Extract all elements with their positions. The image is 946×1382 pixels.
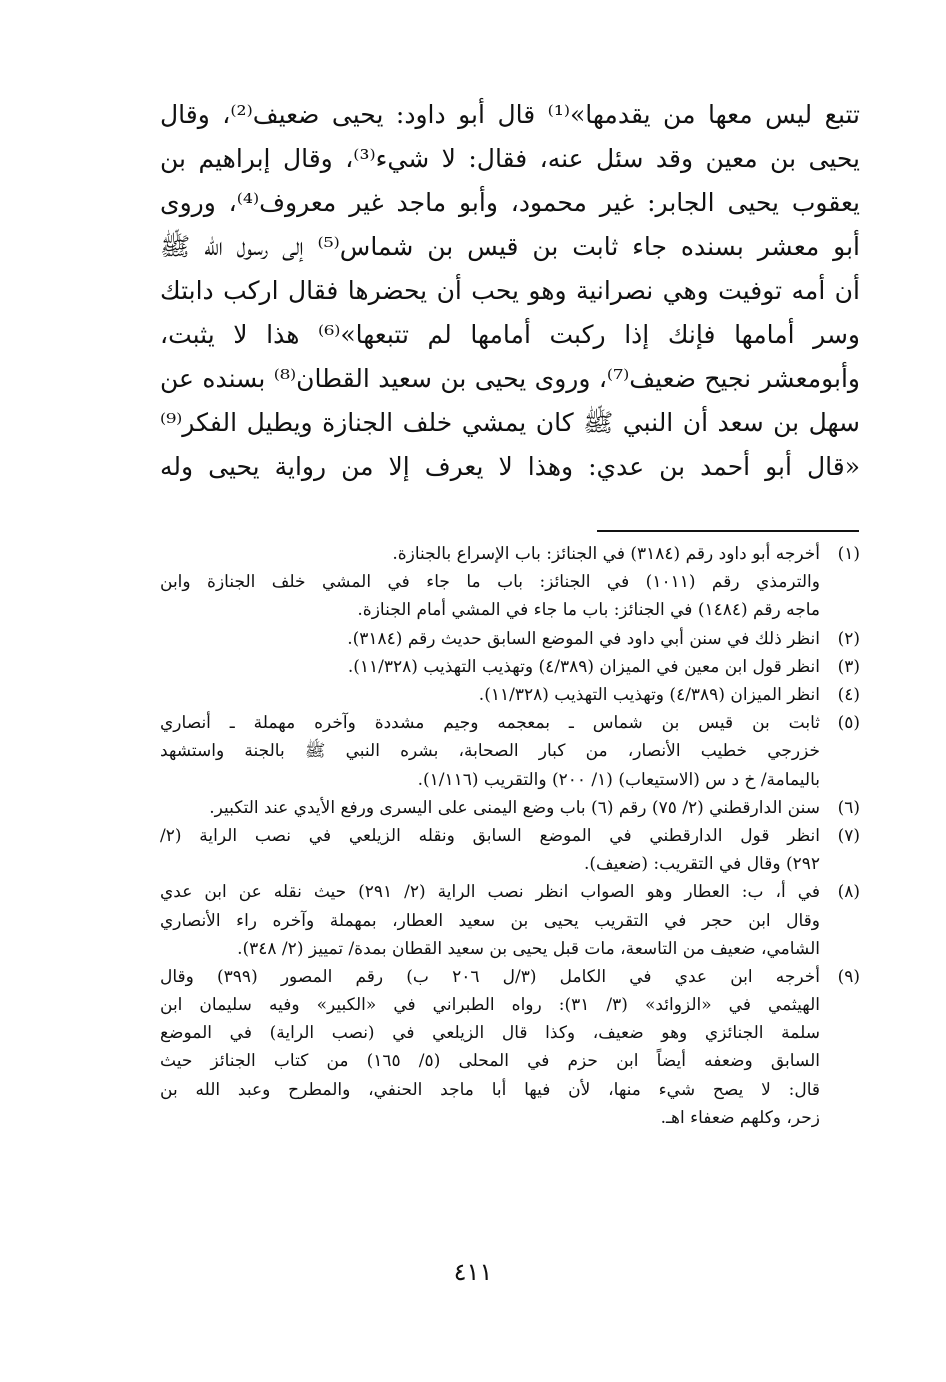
footnote-text xyxy=(160,568,820,624)
footnote-line: سلمة الجنائزي وهو ضعيف، وكذا قال الزيلعي في (نصب الراية) في الموضع xyxy=(160,1023,820,1044)
footnote xyxy=(160,794,860,822)
footnote xyxy=(160,625,860,653)
footnote-line: ٢٩٢) وقال في التقريب: (ضعيف). xyxy=(583,854,820,875)
text-line: سهل بن سعد أن النبي ﷺ كان يمشي خلف الجنازة ويطيل الفكر⁽⁹⁾ xyxy=(160,408,860,437)
footnote xyxy=(160,822,860,878)
footnote-line: انظر قول ابن معين في الميزان (٤/٣٨٩) وتهذيب التهذيب (١١/٣٢٨). xyxy=(347,656,820,677)
footnote-number: (١) xyxy=(837,544,860,564)
footnote-line: باليمامة/ خ د س (الاستيعاب) (١/ ٢٠٠) والتقريب (١/١١٦). xyxy=(417,769,820,790)
footnote xyxy=(160,540,860,568)
footnote xyxy=(160,963,860,1132)
footnote-text xyxy=(160,540,820,568)
footnote xyxy=(160,681,860,709)
footnote xyxy=(160,878,860,963)
footnote-line: أخرجه أبو داود رقم (٣١٨٤) في الجنائز: باب الإسراع بالجنازة. xyxy=(392,544,820,564)
footnote-text xyxy=(160,878,820,963)
footnote-line: خزرجي خطيب الأنصار، من كبار الصحابة، بشره النبي ﷺ بالجنة واستشهد xyxy=(160,741,820,762)
text-line: أن أمه توفيت وهي نصرانية وهو يحب أن يحضرها فقال اركب دابتك xyxy=(160,276,860,305)
footnote-line: سنن الدارقطني (٢/ ٧٥) رقم (٦) باب وضع اليمنى على اليسرى ورفع الأيدي عند التكبير. xyxy=(209,797,820,818)
text-line: تتبع ليس معها من يقدمها»⁽¹⁾ قال أبو داود: يحيى ضعيف⁽²⁾، وقال xyxy=(160,100,860,129)
footnote-line: انظر قول الدارقطني في الموضع السابق ونقله الزيلعي في نصب الراية (٢/ xyxy=(160,825,820,846)
footnote-number: (٣) xyxy=(837,656,860,677)
footnote-text xyxy=(160,822,820,878)
text-line: وسر أمامها فإنك إذا ركبت أمامها لم تتبعها»⁽⁶⁾ هذا لا يثبت، xyxy=(160,320,860,349)
footnote-line: انظر الميزان (٤/٣٨٩) وتهذيب التهذيب (١١/٣٢٨). xyxy=(478,684,820,705)
footnote-number: (٥) xyxy=(837,713,860,734)
footnote-line: ثابت بن قيس بن شماس ـ بمعجمه وجيم مشددة وآخره مهملة ـ أنصاري xyxy=(160,713,820,734)
footnote-line: في أ، ب: العطار وهو الصواب انظر نصب الراية (٢/ ٢٩١) حيث نقله عن ابن عدي xyxy=(160,882,820,903)
footnote-text xyxy=(160,963,820,1132)
footnote-number: (٧) xyxy=(837,825,860,846)
text-line: يحيى بن معين وقد سئل عنه، فقال: لا شيء⁽³⁾، وقال إبراهيم بن xyxy=(160,144,860,173)
footnote-text xyxy=(160,625,820,653)
footnotes xyxy=(160,540,860,1132)
footnote-number xyxy=(820,568,860,624)
text-line: «قال أبو أحمد بن عدي: وهذا لا يعرف إلا من رواية يحيى وله xyxy=(160,452,860,481)
main-text xyxy=(160,93,860,489)
footnote-line: زحر، وكلهم ضعفاء اهـ. xyxy=(660,1107,820,1128)
page-number: ٤١١ xyxy=(453,1258,493,1286)
footnote-number: (٤) xyxy=(837,684,860,705)
footnote-line: وقال ابن حجر في التقريب يحيى بن سعيد العطار، بمهملة وآخره راء الأنصاري xyxy=(160,910,820,931)
footnote-line: أخرجه ابن عدي في الكامل (٣/ل ٢٠٦ ب) رقم المصور (٣٩٩) وقال xyxy=(160,966,820,987)
footnote-line: والترمذي رقم (١٠١١) في الجنائز: باب ما جاء في المشي خلف الجنازة وابن xyxy=(160,572,820,593)
footnote-separator xyxy=(597,530,859,532)
footnote-line: السابق وضعفه أيضاً ابن حزم في المحلى (٥/ ١٦٥) من كتاب الجنائز حيث xyxy=(160,1051,820,1072)
footnote-number: (٩) xyxy=(837,966,860,987)
footnote-text xyxy=(160,653,820,681)
footnote-text xyxy=(160,794,820,822)
footnote-number: (٨) xyxy=(837,882,860,903)
footnote-line: الشامي، ضعيف من التاسعة، مات قبل يحيى بن سعيد القطان بمدة/ تمييز (٢/ ٣٤٨). xyxy=(237,938,820,959)
footnote-number: (٢) xyxy=(837,628,860,649)
footnote xyxy=(160,709,860,794)
footnote-text xyxy=(160,681,820,709)
footnote xyxy=(160,568,860,624)
footnote-line: ماجه رقم (١٤٨٤) في الجنائز: باب ما جاء في المشي أمام الجنازة. xyxy=(357,600,820,621)
footnote-text xyxy=(160,709,820,794)
text-line: أبو معشر بسنده جاء ثابت بن قيس بن شماس⁽⁵⁾ إلى رسول الله ﷺ xyxy=(160,232,860,261)
footnote-line: انظر ذلك في سنن أبي داود في الموضع السابق حديث رقم (٣١٨٤). xyxy=(347,628,820,649)
footnote-line: الهيثمي في «الزوائد» (٣/ ٣١): رواه الطبراني في «الكبير» وفيه سليمان ابن xyxy=(160,995,820,1016)
footnote-line: قال: لا يصح شيء منها، لأن فيها أبا ماجد الحنفي، والمطرح وعبد الله بن xyxy=(160,1079,820,1100)
footnote xyxy=(160,653,860,681)
text-line: يعقوب يحيى الجابر: غير محمود، وأبو ماجد غير معروف⁽⁴⁾، وروى xyxy=(160,188,860,217)
text-line: وأبومعشر نجيح ضعيف⁽⁷⁾، وروى يحيى بن سعيد القطان⁽⁸⁾ بسنده عن xyxy=(160,364,860,393)
footnote-number: (٦) xyxy=(837,797,860,818)
